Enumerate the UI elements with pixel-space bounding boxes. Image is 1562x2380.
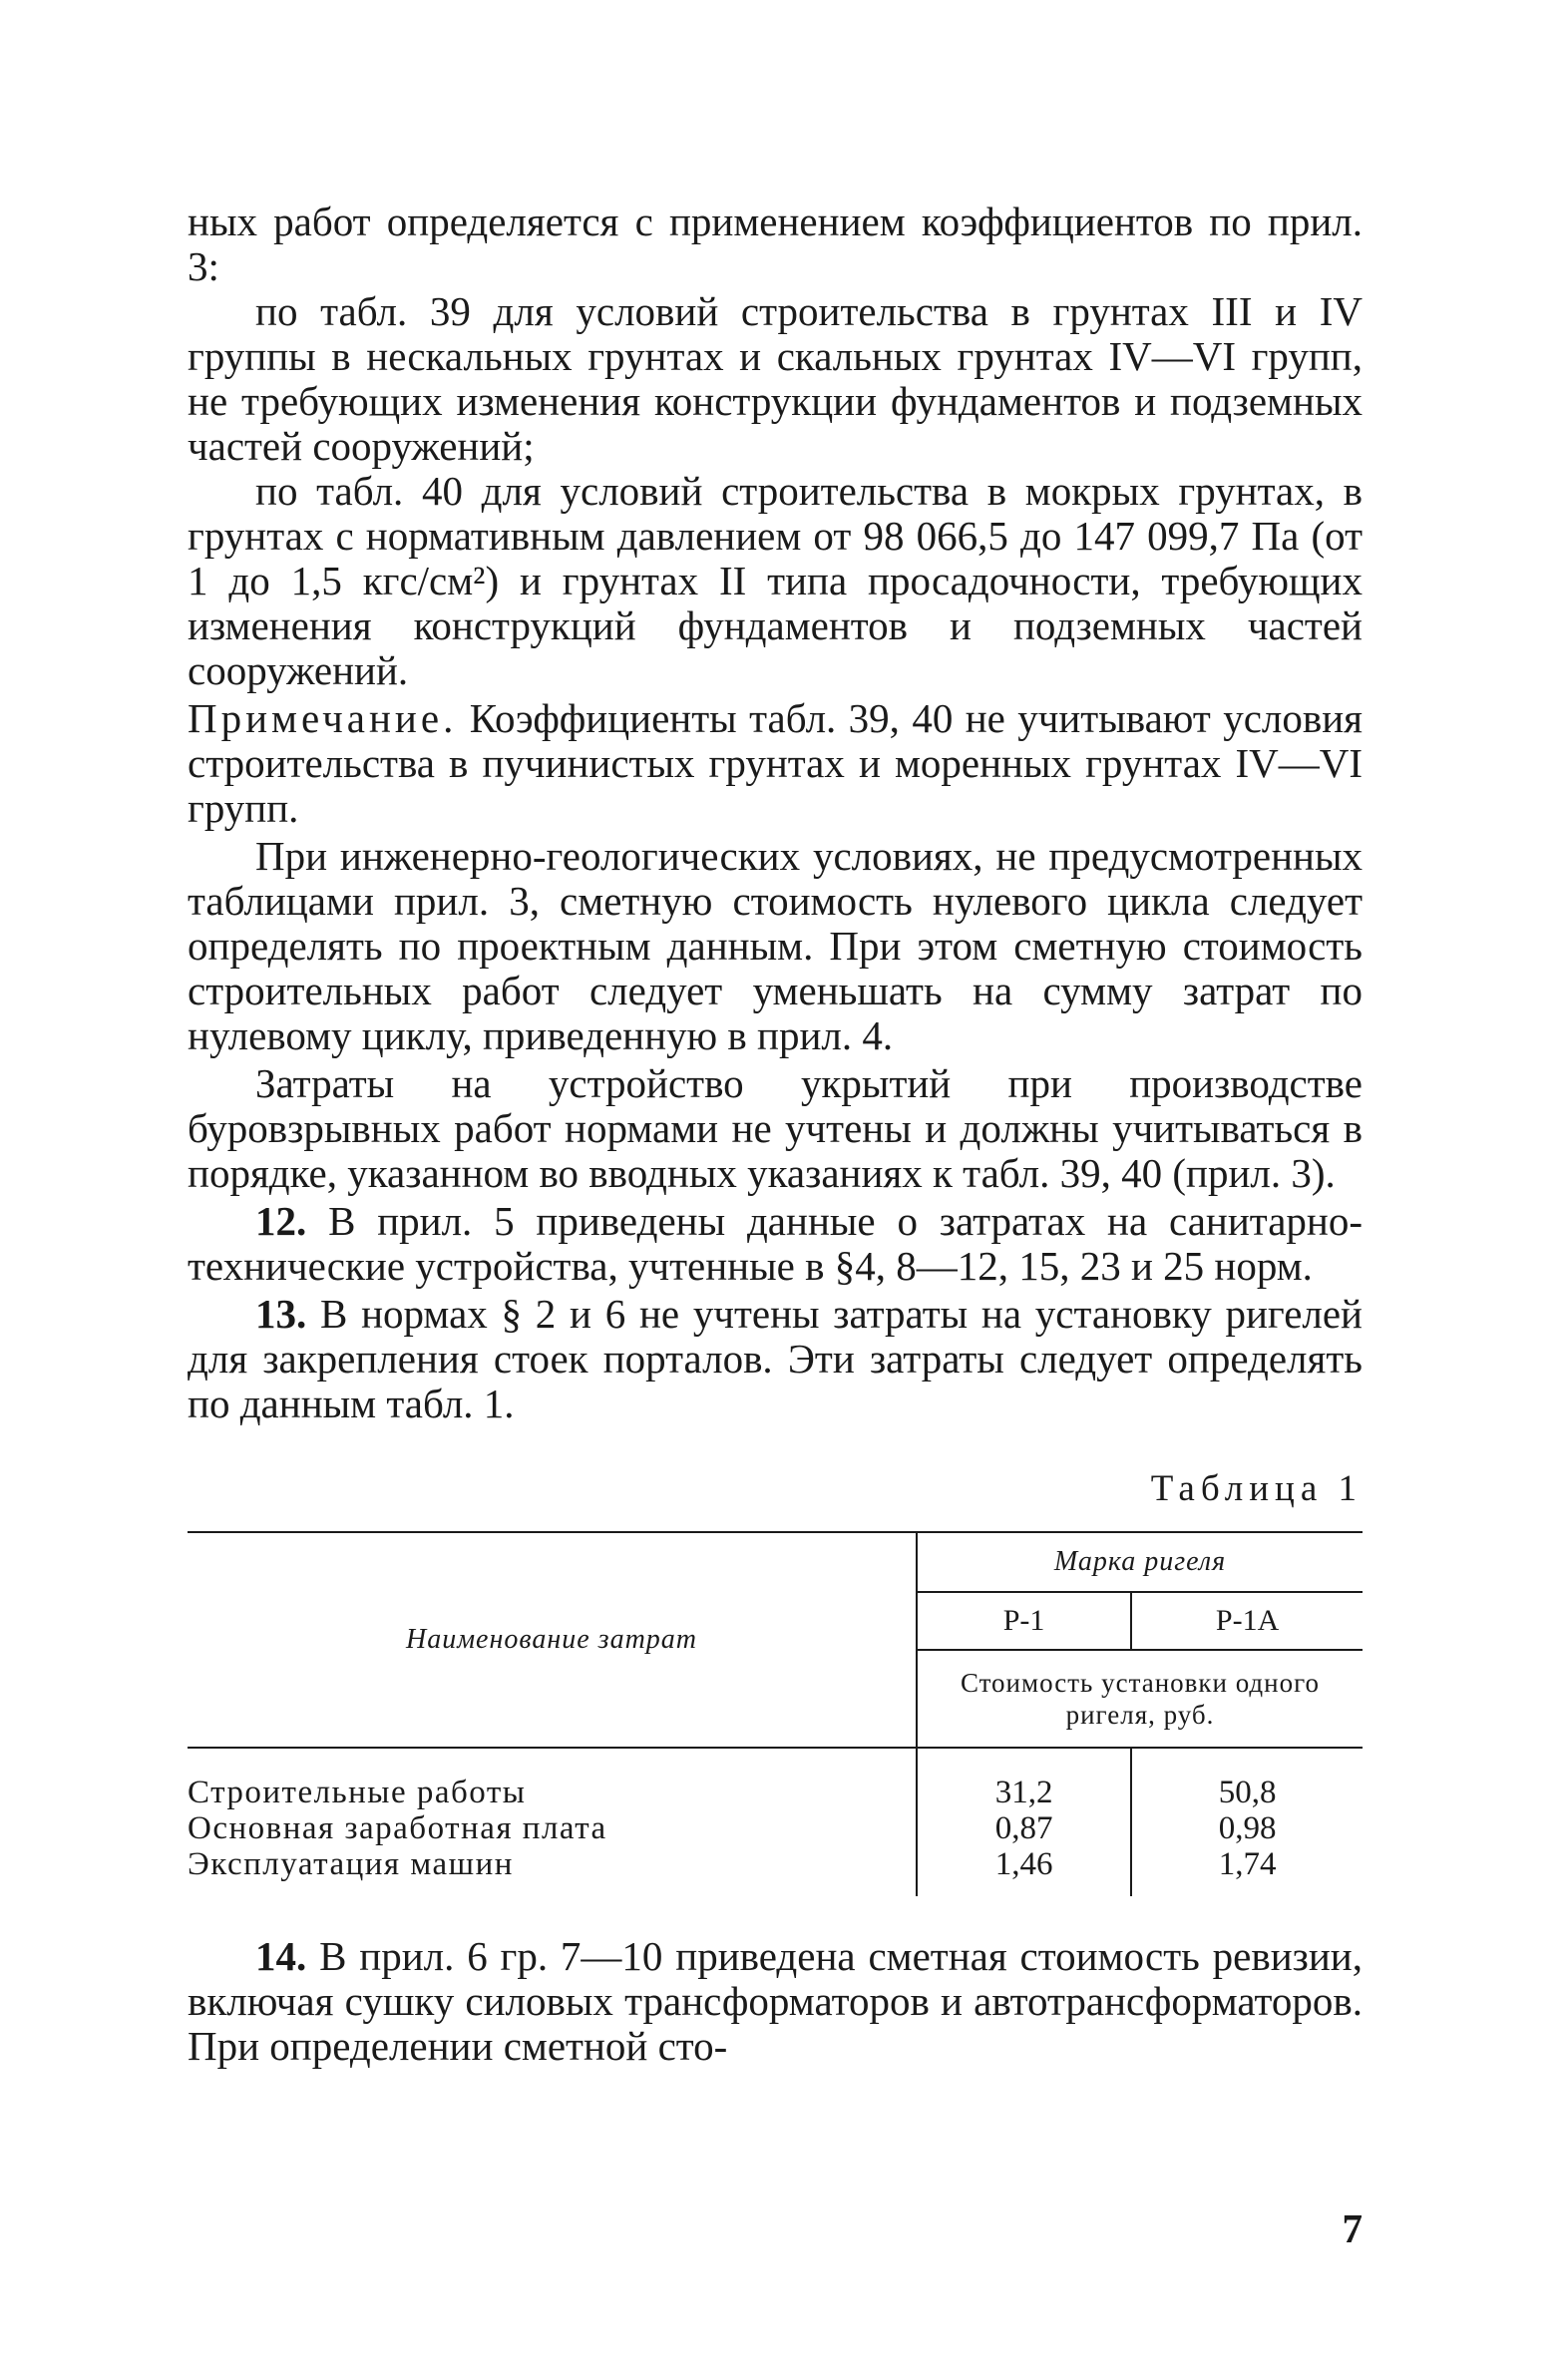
table-cell-value: 31,2 [994,1775,1053,1810]
paragraph-engineering-conditions: При инженерно-геологических условиях, не предусмотренных таблицами прил. 3, сметную стоимость нулевого цикла следует определять по проектным данным. При этом сметную стоимость строительных работ следует уменьшать на сумму затрат по нулевому циклу, приведенную в прил. 4. [188,833,1363,1058]
table-names-column [188,1749,917,1896]
table-header-col1: Р-1 [917,1592,1131,1650]
paragraph-13-text: В нормах § 2 и 6 не учтены затраты на установку ригелей для закрепления стоек порталов. Эти затраты следует определять по данным табл. 1. [188,1291,1363,1426]
table-row-name: Эксплуатация машин [188,1846,514,1882]
table-row-name: Строительные работы [188,1775,527,1810]
page-number: 7 [1342,2205,1363,2251]
paragraph-14 [188,1934,1363,2069]
paragraph-table-40: по табл. 40 для условий строительства в мокрых грунтах, в грунтах с нормативным давлением от 98 066,5 до 147 099,7 Па (от 1 до 1,5 кгс/см²) и грунтах II типа просадочности, требующих изменения конструкций фундаментов и подземных частей сооружений. [188,468,1363,693]
paragraph-1: ных работ определяется с применением коэффициентов по прил. 3: [188,198,1363,289]
table-col2-values [1131,1749,1363,1896]
paragraph-13 [188,1292,1363,1426]
table-cell-value: 1,74 [1218,1846,1277,1882]
paragraph-12-text: В прил. 5 приведены данные о затратах на санитарно-технические устройства, учтенные в §4, 8—12, 15, 23 и 25 норм. [188,1198,1363,1289]
table-1 [188,1531,1363,1896]
table-header-col2: Р-1А [1131,1592,1363,1650]
table-cell-value: 0,98 [1218,1810,1277,1846]
table-col1-values [917,1749,1131,1896]
paragraph-12-number: 12. [255,1198,307,1244]
note-heading: Примечание. [188,695,458,741]
table-header-name: Наименование затрат [405,1624,698,1655]
table-row-name: Основная заработная плата [188,1810,607,1846]
paragraph-13-number: 13. [255,1291,307,1337]
document-page [188,199,1363,2069]
paragraph-12 [188,1199,1363,1289]
paragraph-table-39: по табл. 39 для условий строительства в грунтах III и IV группы в нескальных грунтах и скальных грунтах IV—VI групп, не требующих изменения конструкции фундаментов и подземных частей сооружений; [188,288,1363,469]
paragraph-blasting-costs: Затраты на устройство укрытий при производстве буровзрывных работ нормами не учтены и должны учитываться в порядке, указанном во вводных указаниях к табл. 39, 40 (прил. 3). [188,1060,1363,1196]
note [188,696,1363,831]
table-header-group: Марка ригеля [917,1533,1363,1592]
table-cell-value: 1,46 [994,1846,1053,1882]
note-text: Коэффициенты табл. 39, 40 не учитывают условия строительства в пучинистых грунтах и моренных грунтах IV—VI групп. [188,695,1364,831]
table-header-cost: Стоимость установки одного ригеля, руб. [917,1650,1363,1748]
paragraph-14-text: В прил. 6 гр. 7—10 приведена сметная стоимость ревизии, включая сушку силовых трансформаторов и автотрансформаторов. При определении сметной сто- [188,1933,1364,2069]
table-cell-value: 0,87 [994,1810,1053,1846]
table-cell-value: 50,8 [1218,1775,1277,1810]
paragraph-14-number: 14. [255,1933,307,1979]
table-title: Таблица 1 [1150,1468,1363,1509]
